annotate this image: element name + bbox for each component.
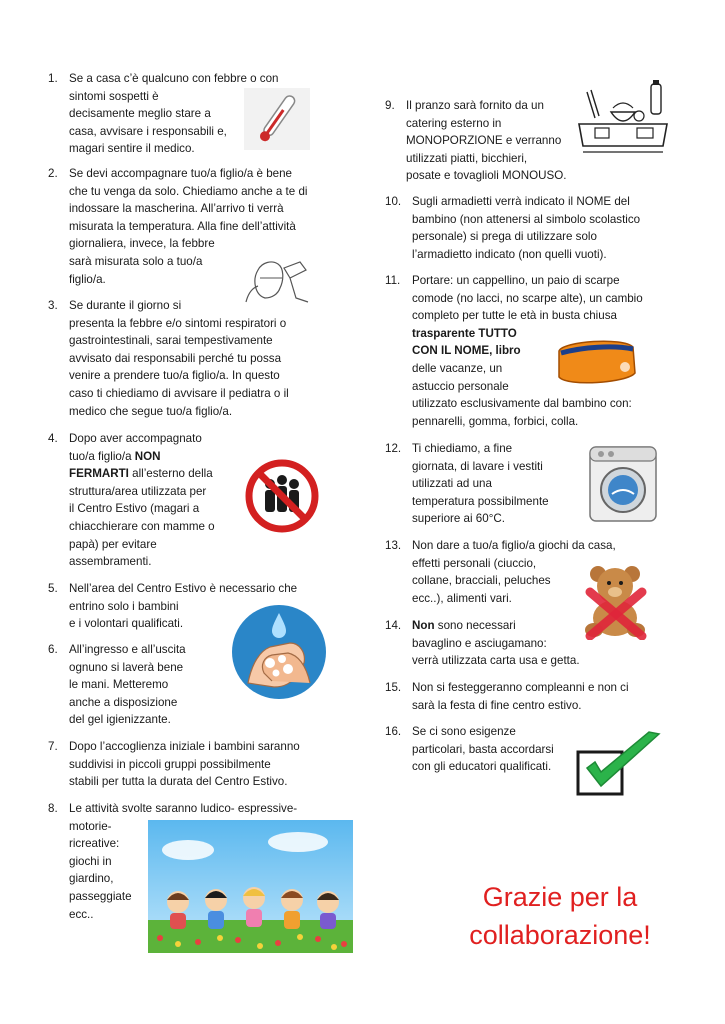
temperature-check-illustration — [240, 250, 310, 305]
thermometer-icon — [244, 88, 310, 150]
no-gathering-icon — [244, 458, 320, 534]
children-playing-illustration — [148, 820, 353, 953]
washing-machine-icon — [587, 444, 659, 524]
pencil-case-icon — [553, 333, 639, 389]
lunch-tray-icon — [573, 78, 673, 160]
thanks-message: Grazie per la collaborazione! — [469, 882, 651, 950]
no-toys-icon — [580, 560, 650, 640]
checkbox-checked-icon — [575, 728, 665, 798]
hand-washing-icon — [230, 603, 328, 701]
